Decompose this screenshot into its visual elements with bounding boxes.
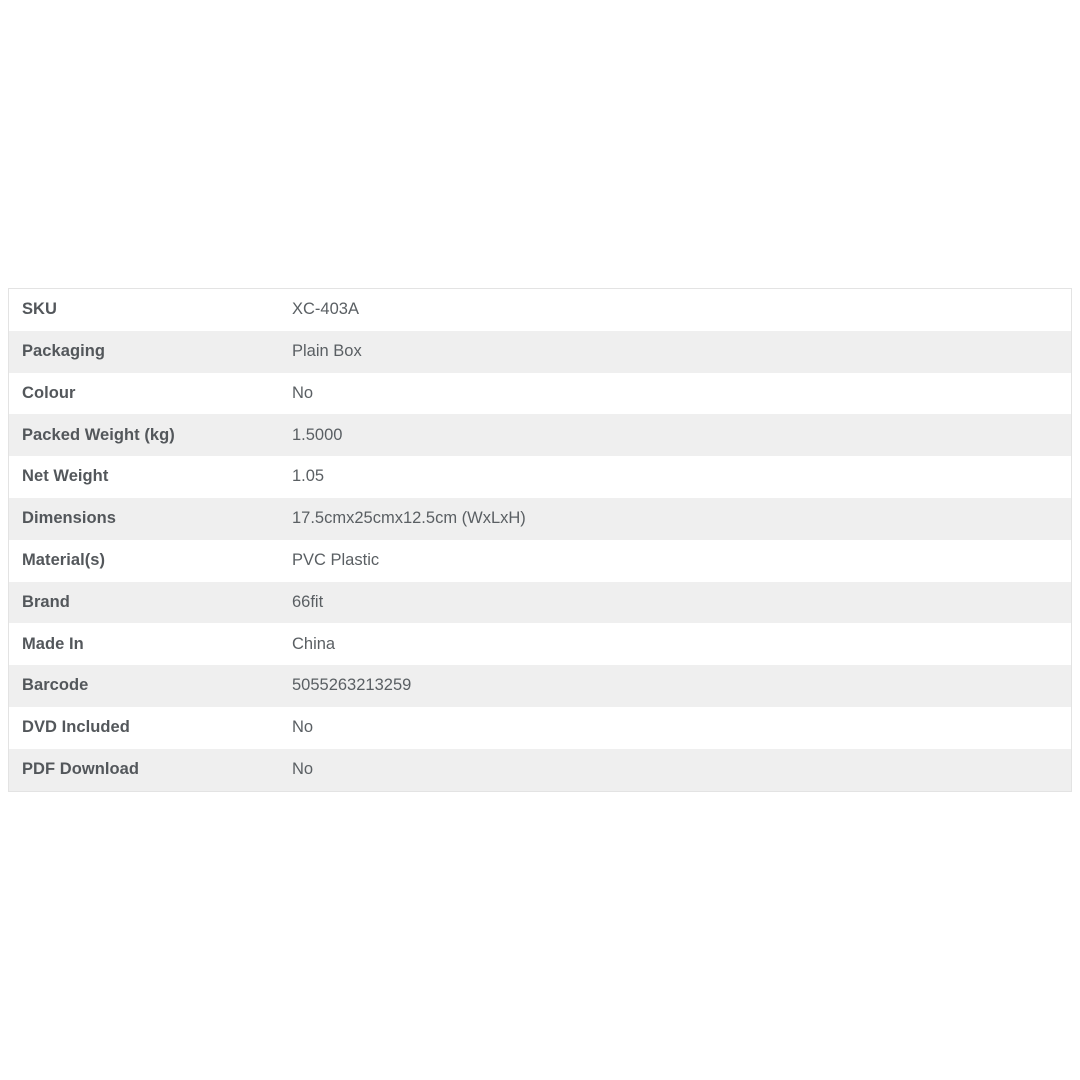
spec-value: 1.05: [292, 467, 325, 486]
table-row: [9, 749, 1072, 791]
table-row: [9, 707, 1072, 749]
specification-table-container: [8, 288, 1072, 792]
spec-value: XC-403A: [292, 300, 359, 319]
spec-value: No: [292, 759, 314, 778]
spec-label: DVD Included: [22, 718, 130, 737]
spec-label: Dimensions: [22, 509, 117, 528]
table-row: [9, 540, 1072, 582]
table-row: [9, 498, 1072, 540]
spec-label: Barcode: [22, 676, 89, 695]
table-row: [9, 414, 1072, 456]
spec-value: 5055263213259: [292, 676, 412, 695]
table-row: [9, 623, 1072, 665]
spec-value: PVC Plastic: [292, 550, 380, 569]
spec-label: Made In: [22, 634, 84, 653]
specification-table: [8, 288, 1072, 792]
spec-label: Material(s): [22, 550, 106, 569]
spec-label: SKU: [22, 300, 57, 319]
spec-label: Packaging: [22, 341, 105, 360]
table-row: [9, 456, 1072, 498]
spec-value: No: [292, 718, 314, 737]
spec-value: Plain Box: [292, 341, 362, 360]
table-row: [9, 665, 1072, 707]
table-row: [9, 373, 1072, 415]
spec-label: Brand: [22, 592, 70, 611]
spec-label: PDF Download: [22, 759, 140, 778]
spec-label: Net Weight: [22, 467, 109, 486]
spec-value: 1.5000: [292, 425, 343, 444]
spec-value: China: [292, 634, 336, 653]
specification-table-body: [9, 289, 1072, 792]
spec-label: Packed Weight (kg): [22, 425, 175, 444]
spec-value: No: [292, 383, 314, 402]
table-row: [9, 289, 1072, 331]
table-row: [9, 331, 1072, 373]
spec-value: 17.5cmx25cmx12.5cm (WxLxH): [292, 509, 526, 528]
spec-label: Colour: [22, 383, 76, 402]
spec-value: 66fit: [292, 592, 324, 611]
table-row: [9, 582, 1072, 624]
